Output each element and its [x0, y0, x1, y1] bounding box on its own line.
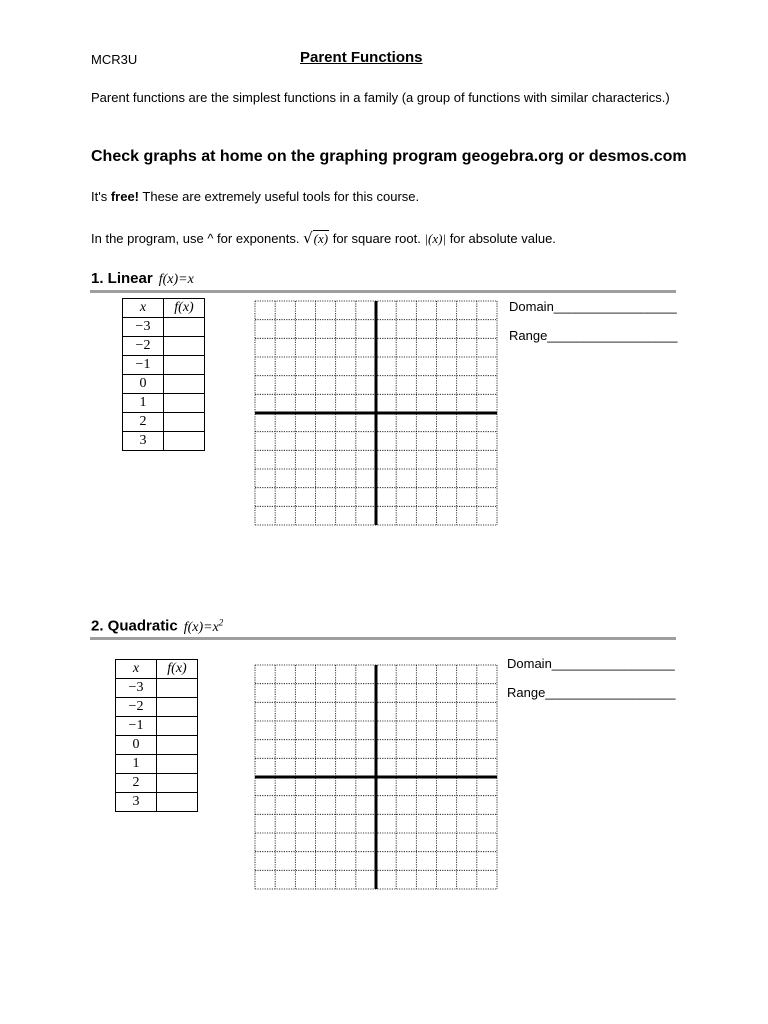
section-divider: [90, 290, 676, 293]
linear-function-expression: f(x)=x: [158, 272, 194, 287]
table-cell-fx[interactable]: [164, 375, 205, 394]
table-header-row: [123, 299, 205, 318]
table-cell-fx[interactable]: [164, 337, 205, 356]
table-row: [123, 337, 205, 356]
course-code: MCR3U: [91, 52, 138, 67]
quadratic-value-table: [115, 659, 198, 812]
table-row: [116, 774, 198, 793]
table-row: [116, 793, 198, 812]
quadratic-function-base: f(x)=x: [183, 619, 219, 635]
program-part2: for square root.: [332, 231, 421, 246]
sqrt-symbol: √: [303, 229, 313, 247]
table-cell-x: 2: [116, 774, 157, 793]
table-cell-x: 3: [116, 793, 157, 812]
table-cell-fx[interactable]: [164, 394, 205, 413]
table-cell-fx[interactable]: [157, 698, 198, 717]
free-tools-line: [91, 189, 419, 204]
table-cell-fx[interactable]: [164, 413, 205, 432]
table-row: [123, 432, 205, 451]
check-graphs-heading: Check graphs at home on the graphing program geogebra.org or desmos.com: [91, 148, 687, 165]
sqrt-expression: [303, 231, 329, 246]
table-cell-fx[interactable]: [164, 318, 205, 337]
table-cell-x: 3: [123, 432, 164, 451]
table-header-row: [116, 660, 198, 679]
section-quadratic-heading: [91, 617, 223, 636]
table-cell-x: 0: [123, 375, 164, 394]
quadratic-domain-label: Domain_________________: [507, 656, 675, 671]
table-cell-fx[interactable]: [164, 432, 205, 451]
table-cell-x: −1: [116, 717, 157, 736]
linear-domain-label: Domain_________________: [509, 299, 677, 314]
table-row: [123, 375, 205, 394]
table-header-fx: f(x): [164, 299, 205, 318]
table-row: [116, 679, 198, 698]
table-row: [123, 356, 205, 375]
table-cell-x: 2: [123, 413, 164, 432]
free-emphasis: free!: [110, 189, 140, 204]
table-row: [123, 318, 205, 337]
table-cell-fx[interactable]: [157, 774, 198, 793]
free-line-suffix: These are extremely useful tools for this course.: [139, 189, 420, 204]
linear-range-label: Range__________________: [509, 328, 678, 343]
table-cell-x: 1: [123, 394, 164, 413]
quadratic-range-label: Range__________________: [507, 685, 676, 700]
table-cell-x: −3: [116, 679, 157, 698]
table-cell-x: −1: [123, 356, 164, 375]
table-cell-fx[interactable]: [157, 679, 198, 698]
table-row: [123, 394, 205, 413]
table-row: [116, 755, 198, 774]
table-cell-x: −2: [116, 698, 157, 717]
quadratic-graph-grid[interactable]: [254, 664, 498, 890]
section-quadratic-title: 2. Quadratic: [91, 617, 178, 635]
table-cell-fx[interactable]: [157, 755, 198, 774]
section-linear-title: 1. Linear: [91, 270, 153, 287]
program-part1: In the program, use ^ for exponents.: [91, 231, 300, 246]
table-cell-fx[interactable]: [157, 736, 198, 755]
section-linear-heading: [91, 270, 194, 288]
program-instructions-line: [91, 229, 556, 247]
table-cell-x: 1: [116, 755, 157, 774]
linear-graph-grid[interactable]: [254, 300, 498, 526]
table-cell-x: −3: [123, 318, 164, 337]
table-cell-fx[interactable]: [157, 717, 198, 736]
table-cell-x: −2: [123, 337, 164, 356]
quadratic-function-expression: [183, 617, 224, 635]
table-header-fx: f(x): [157, 660, 198, 679]
table-cell-fx[interactable]: [164, 356, 205, 375]
linear-value-table: [122, 298, 205, 451]
table-header-x: x: [116, 660, 157, 679]
sqrt-argument: (x): [313, 231, 329, 246]
quadratic-exponent: 2: [218, 617, 224, 627]
page-title: Parent Functions: [300, 49, 423, 66]
free-line-prefix: It's: [91, 189, 111, 204]
intro-paragraph: Parent functions are the simplest functions in a family (a group of functions with similar characterics.): [91, 90, 670, 105]
table-row: [116, 717, 198, 736]
program-part3: for absolute value.: [449, 231, 556, 246]
table-cell-x: 0: [116, 736, 157, 755]
table-row: [116, 698, 198, 717]
table-row: [116, 736, 198, 755]
section-divider: [90, 637, 676, 640]
table-header-x: x: [123, 299, 164, 318]
table-row: [123, 413, 205, 432]
table-cell-fx[interactable]: [157, 793, 198, 812]
abs-expression: |(x)|: [424, 231, 447, 246]
